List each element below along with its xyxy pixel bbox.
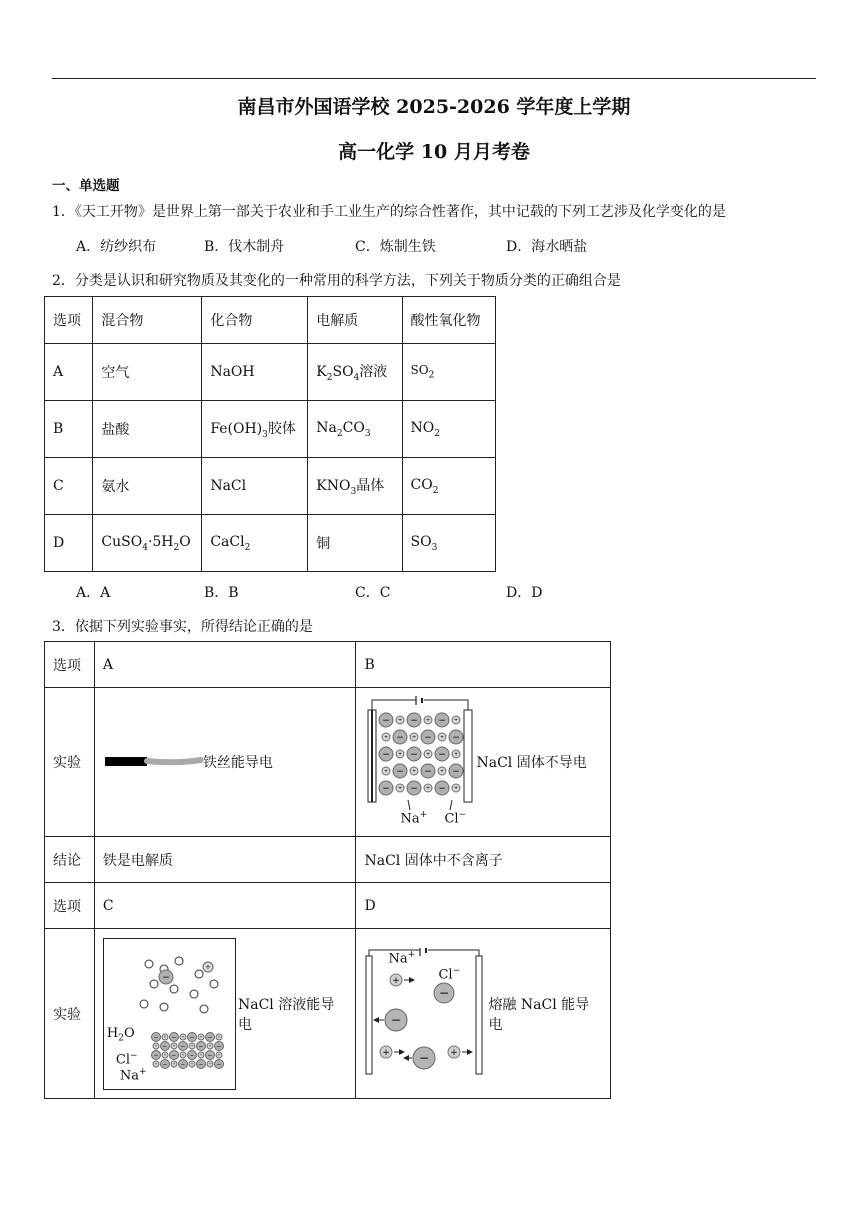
table-cell: 盐酸 <box>93 401 202 458</box>
svg-text:+: + <box>454 785 459 792</box>
table-cell: B <box>45 401 93 458</box>
na-ion-label: Na+ <box>400 810 428 827</box>
table-cell: CaCl$_2$ <box>202 515 308 572</box>
svg-text:−: − <box>396 732 405 743</box>
water-molecule <box>195 970 203 978</box>
svg-text:−: − <box>382 749 391 760</box>
svg-text:+: + <box>454 717 459 724</box>
molten-nacl-figure <box>364 948 484 1080</box>
iron-wire-figure <box>103 752 203 772</box>
svg-text:−: − <box>207 1034 213 1041</box>
svg-text:+: + <box>384 768 389 775</box>
svg-text:−: − <box>382 783 391 794</box>
water-molecule <box>190 990 198 998</box>
svg-text:+: + <box>412 768 417 775</box>
svg-text:+: + <box>398 717 403 724</box>
table-cell: NaOH <box>202 344 308 401</box>
exam-subtitle: 高一化学 10 月月考卷 <box>338 141 530 163</box>
table-cell: 空气 <box>93 344 202 401</box>
table-row <box>45 837 611 883</box>
exam-title: 南昌市外国语学校 2025-2026 学年度上学期 <box>237 96 631 118</box>
svg-text:−: − <box>439 985 450 1000</box>
svg-text:−: − <box>207 1052 213 1059</box>
svg-text:+: + <box>398 751 403 758</box>
table-cell: 选项 <box>45 883 95 929</box>
conclusion-a: 铁是电解质 <box>94 837 356 883</box>
header-rule <box>52 78 816 79</box>
nacl-solid-lattice-figure <box>364 696 476 828</box>
table-header-cell: 电解质 <box>308 297 402 344</box>
table-cell: $Na_2CO_3$ <box>308 401 402 458</box>
q1-option-b: B．伐木制舟 <box>204 239 285 255</box>
q3-table <box>44 641 611 1099</box>
na-ion-label: Na+ <box>388 949 416 966</box>
table-cell: $Fe(OH)_3$胶体 <box>202 401 308 458</box>
svg-text:+: + <box>172 1042 176 1048</box>
table-cell: C <box>94 883 356 929</box>
table-header-cell: 混合物 <box>93 297 202 344</box>
cl-ion-label: Cl− <box>444 810 467 827</box>
experiment-a-cell <box>94 688 356 837</box>
svg-text:+: + <box>426 717 431 724</box>
svg-text:+: + <box>199 1051 203 1057</box>
svg-text:−: − <box>419 1050 430 1065</box>
svg-text:−: − <box>424 766 433 777</box>
svg-text:+: + <box>208 1060 212 1066</box>
table-header-cell: 酸性氧化物 <box>402 297 495 344</box>
svg-text:+: + <box>440 734 445 741</box>
table-row <box>45 929 611 1099</box>
table-cell: $SO_2$ <box>402 344 495 401</box>
svg-text:−: − <box>216 1061 222 1068</box>
svg-text:+: + <box>440 768 445 775</box>
svg-text:+: + <box>454 751 459 758</box>
table-cell: A <box>45 344 93 401</box>
svg-text:−: − <box>189 1052 195 1059</box>
svg-text:+: + <box>412 734 417 741</box>
svg-text:−: − <box>162 972 170 983</box>
svg-text:−: − <box>162 1043 168 1050</box>
svg-text:+: + <box>392 975 401 986</box>
water-molecule <box>200 1005 208 1013</box>
q2-option-b: B．B <box>204 585 239 601</box>
cl-ion-label: Cl− <box>115 1050 138 1067</box>
q1-option-d: D．海水晒盐 <box>506 239 588 255</box>
table-cell: 选项 <box>45 642 95 688</box>
table-cell: B <box>356 642 611 688</box>
cl-ion-label: Cl− <box>438 965 461 982</box>
experiment-c-caption: NaCl 溶液能导电 <box>237 996 335 1033</box>
svg-text:−: − <box>438 783 447 794</box>
svg-text:−: − <box>438 715 447 726</box>
table-cell: $SO_3$ <box>402 515 495 572</box>
svg-text:−: − <box>438 749 447 760</box>
svg-text:−: − <box>391 1012 402 1027</box>
table-cell: C <box>45 458 93 515</box>
table-cell: D <box>45 515 93 572</box>
svg-text:+: + <box>382 1047 391 1058</box>
svg-text:−: − <box>189 1034 195 1041</box>
water-molecule <box>175 957 183 965</box>
svg-text:−: − <box>198 1061 204 1068</box>
svg-text:−: − <box>410 783 419 794</box>
svg-text:+: + <box>181 1051 185 1057</box>
q1-option-c: C．炼制生铁 <box>355 239 436 255</box>
experiment-c-cell <box>94 929 356 1099</box>
svg-text:−: − <box>452 732 461 743</box>
table-cell: D <box>356 883 611 929</box>
table-row <box>45 297 496 344</box>
q1-option-a: A．纺纱织布 <box>76 239 157 255</box>
table-row <box>45 642 611 688</box>
na-ion-label: Na+ <box>119 1066 147 1083</box>
svg-text:+: + <box>172 1060 176 1066</box>
svg-text:+: + <box>181 1033 185 1039</box>
table-cell: 实验 <box>45 688 95 837</box>
section-heading: 一、单选题 <box>52 178 120 194</box>
table-cell: 实验 <box>45 929 95 1099</box>
h2o-label: $H_2O$ <box>106 1025 135 1044</box>
table-row <box>45 883 611 929</box>
table-row <box>45 515 496 572</box>
svg-text:+: + <box>154 1042 158 1048</box>
conclusion-b: NaCl 固体中不含离子 <box>356 837 611 883</box>
water-molecule <box>170 985 178 993</box>
q2-table <box>44 296 496 572</box>
table-row <box>45 344 496 401</box>
svg-text:−: − <box>396 766 405 777</box>
svg-text:+: + <box>398 785 403 792</box>
svg-text:−: − <box>180 1043 186 1050</box>
experiment-b-caption: NaCl 固体不导电 <box>476 755 587 771</box>
svg-text:+: + <box>217 1033 221 1039</box>
table-header-cell: 化合物 <box>202 297 308 344</box>
svg-text:−: − <box>153 1034 159 1041</box>
q2-option-a: A．A <box>76 585 111 601</box>
svg-text:−: − <box>171 1052 177 1059</box>
svg-text:+: + <box>217 1051 221 1057</box>
svg-text:+: + <box>154 1060 158 1066</box>
table-cell: $NO_2$ <box>402 401 495 458</box>
table-cell: $KNO_3$晶体 <box>308 458 402 515</box>
svg-text:−: − <box>216 1043 222 1050</box>
q3-stem: 3．依据下列实验事实，所得结论正确的是 <box>52 619 313 635</box>
svg-text:−: − <box>153 1052 159 1059</box>
svg-text:+: + <box>190 1060 194 1066</box>
q2-option-d: D．D <box>506 585 543 601</box>
svg-text:−: − <box>410 749 419 760</box>
q2-stem: 2．分类是认识和研究物质及其变化的一种常用的科学方法，下列关于物质分类的正确组合是 <box>52 273 621 289</box>
table-header-cell: 选项 <box>45 297 93 344</box>
svg-text:+: + <box>199 1033 203 1039</box>
svg-text:−: − <box>198 1043 204 1050</box>
q2-option-c: C．C <box>355 585 391 601</box>
water-molecule <box>150 980 158 988</box>
table-row <box>45 688 611 837</box>
svg-text:+: + <box>426 785 431 792</box>
svg-text:−: − <box>410 715 419 726</box>
svg-text:+: + <box>163 1051 167 1057</box>
svg-text:−: − <box>171 1034 177 1041</box>
svg-text:−: − <box>424 732 433 743</box>
svg-text:−: − <box>162 1061 168 1068</box>
table-cell: NaCl <box>202 458 308 515</box>
table-cell: $CO_2$ <box>402 458 495 515</box>
svg-text:+: + <box>208 1042 212 1048</box>
svg-text:+: + <box>190 1042 194 1048</box>
svg-text:+: + <box>205 962 211 971</box>
water-molecule <box>140 1000 148 1008</box>
water-molecule <box>210 980 218 988</box>
svg-text:+: + <box>426 751 431 758</box>
table-cell: $CuSO_4\cdot 5H_2O$ <box>93 515 202 572</box>
table-cell: A <box>94 642 356 688</box>
svg-text:−: − <box>382 715 391 726</box>
water-molecule <box>160 1003 168 1011</box>
svg-text:−: − <box>180 1061 186 1068</box>
svg-text:−: − <box>452 766 461 777</box>
experiment-a-caption: 铁丝能导电 <box>202 755 273 771</box>
experiment-b-cell <box>356 688 611 837</box>
table-row <box>45 401 496 458</box>
experiment-d-cell <box>356 929 611 1099</box>
q1-stem: 1．《天工开物》是世界上第一部关于农业和手工业生产的综合性著作，其中记载的下列工艺涉及化学变化的是 <box>52 204 726 220</box>
table-row <box>45 458 496 515</box>
table-cell: 氨水 <box>93 458 202 515</box>
svg-text:+: + <box>163 1033 167 1039</box>
water-molecule <box>145 960 153 968</box>
svg-text:+: + <box>450 1047 459 1058</box>
experiment-d-caption: 熔融 NaCl 能导电 <box>488 996 590 1033</box>
table-cell: 铜 <box>308 515 402 572</box>
table-cell: 结论 <box>45 837 95 883</box>
svg-text:+: + <box>384 734 389 741</box>
table-cell: $K_2SO_4$溶液 <box>308 344 402 401</box>
